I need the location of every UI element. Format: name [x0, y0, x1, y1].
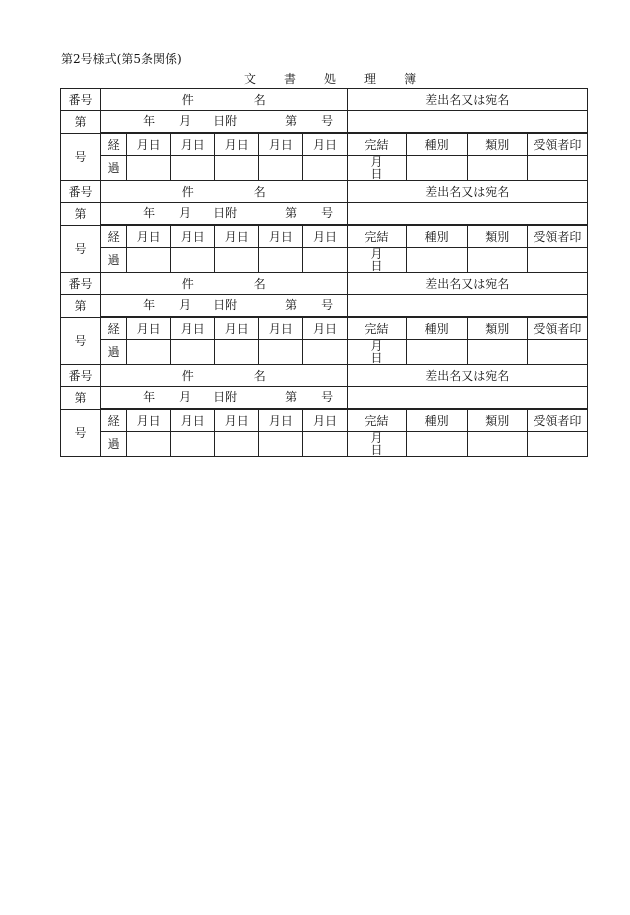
sender-field[interactable]	[347, 295, 588, 317]
subject-header	[101, 365, 347, 387]
progress-date-header: 月日	[171, 318, 215, 340]
sender-header: 差出名又は宛名	[347, 365, 588, 387]
progress-date-header: 月日	[259, 226, 303, 248]
progress-label-bottom: 過	[101, 432, 127, 457]
number-prefix: 第	[61, 387, 101, 410]
document-ledger	[60, 88, 588, 457]
progress-date-cell[interactable]	[259, 340, 303, 365]
number-suffix: 号	[61, 318, 101, 365]
number-prefix: 第	[61, 295, 101, 318]
progress-date-header: 月日	[303, 410, 347, 432]
receiver-seal-cell[interactable]	[527, 156, 587, 181]
subject-header-char: 名	[253, 184, 266, 199]
progress-date-header: 月日	[215, 226, 259, 248]
progress-date-header: 月日	[171, 134, 215, 156]
done-month-label: 月	[370, 155, 383, 169]
ledger-block	[60, 88, 588, 181]
progress-date-cell[interactable]	[127, 156, 171, 181]
progress-date-cell[interactable]	[303, 156, 347, 181]
progress-date-cell[interactable]	[127, 432, 171, 457]
class-cell[interactable]	[467, 432, 527, 457]
year-label: 年	[143, 298, 156, 312]
class-header: 類別	[467, 410, 527, 432]
progress-date-cell[interactable]	[259, 156, 303, 181]
progress-label-top: 経	[101, 226, 127, 248]
done-header: 完結	[347, 410, 406, 432]
title-char: 書	[284, 72, 297, 86]
progress-date-cell[interactable]	[259, 248, 303, 273]
progress-date-cell[interactable]	[215, 156, 259, 181]
year-label: 年	[143, 206, 156, 220]
subject-header	[101, 181, 347, 203]
title-char: 理	[364, 72, 377, 86]
subject-header-char: 件	[181, 92, 194, 107]
number-header: 番号	[61, 89, 101, 111]
progress-label-top: 経	[101, 134, 127, 156]
progress-date-header: 月日	[215, 318, 259, 340]
done-header: 完結	[347, 226, 406, 248]
subject-field[interactable]	[101, 111, 347, 133]
ledger-block	[60, 365, 588, 457]
subject-field[interactable]	[101, 203, 347, 225]
type-cell[interactable]	[406, 156, 467, 181]
done-day-label: 日	[370, 351, 383, 365]
progress-date-header: 月日	[303, 318, 347, 340]
progress-date-cell[interactable]	[215, 340, 259, 365]
subject-header-char: 件	[181, 276, 194, 291]
type-cell[interactable]	[406, 248, 467, 273]
sender-field[interactable]	[347, 203, 588, 225]
subject-header	[101, 273, 347, 295]
done-month-label: 月	[370, 431, 383, 445]
ledger-block	[60, 181, 588, 273]
number-suffix: 号	[61, 410, 101, 457]
type-cell[interactable]	[406, 432, 467, 457]
month-label: 月	[179, 390, 192, 404]
receiver-seal-header: 受領者印	[527, 318, 587, 340]
dai-label: 第	[285, 298, 298, 312]
subject-header-char: 件	[181, 184, 194, 199]
done-day-label: 日	[370, 167, 383, 181]
progress-label-top: 経	[101, 410, 127, 432]
progress-date-header: 月日	[127, 410, 171, 432]
receiver-seal-cell[interactable]	[527, 248, 587, 273]
receiver-seal-header: 受領者印	[527, 226, 587, 248]
class-header: 類別	[467, 226, 527, 248]
progress-label-top: 経	[101, 318, 127, 340]
title-char: 簿	[404, 72, 417, 86]
type-header: 種別	[406, 318, 467, 340]
dai-label: 第	[285, 390, 298, 404]
title-char: 文	[244, 72, 257, 86]
done-date-cell[interactable]	[347, 156, 406, 181]
done-date-cell[interactable]	[347, 432, 406, 457]
progress-date-header: 月日	[127, 318, 171, 340]
day-dated-label: 日附	[213, 298, 238, 312]
progress-label-bottom: 過	[101, 156, 127, 181]
dai-label: 第	[285, 114, 298, 128]
number-suffix: 号	[61, 134, 101, 181]
progress-date-header: 月日	[259, 318, 303, 340]
subject-field[interactable]	[101, 387, 347, 409]
type-header: 種別	[406, 226, 467, 248]
subject-field[interactable]	[101, 295, 347, 317]
type-cell[interactable]	[406, 340, 467, 365]
progress-date-cell[interactable]	[259, 432, 303, 457]
sender-field[interactable]	[347, 111, 588, 133]
progress-label-bottom: 過	[101, 248, 127, 273]
progress-date-cell[interactable]	[171, 156, 215, 181]
progress-date-cell[interactable]	[171, 248, 215, 273]
sender-header: 差出名又は宛名	[347, 89, 588, 111]
year-label: 年	[143, 390, 156, 404]
progress-date-cell[interactable]	[215, 432, 259, 457]
type-header: 種別	[406, 134, 467, 156]
progress-date-header: 月日	[127, 134, 171, 156]
sender-field[interactable]	[347, 387, 588, 409]
done-header: 完結	[347, 134, 406, 156]
progress-date-header: 月日	[171, 410, 215, 432]
class-cell[interactable]	[467, 156, 527, 181]
subject-header	[101, 89, 347, 111]
receiver-seal-header: 受領者印	[527, 410, 587, 432]
progress-date-cell[interactable]	[303, 248, 347, 273]
progress-date-header: 月日	[259, 410, 303, 432]
document-title	[244, 70, 444, 87]
done-month-label: 月	[370, 339, 383, 353]
progress-date-header: 月日	[171, 226, 215, 248]
progress-date-header: 月日	[215, 134, 259, 156]
done-day-label: 日	[370, 259, 383, 273]
subject-header-char: 名	[253, 92, 266, 107]
day-dated-label: 日附	[213, 390, 238, 404]
month-label: 月	[179, 298, 192, 312]
progress-date-header: 月日	[215, 410, 259, 432]
type-header: 種別	[406, 410, 467, 432]
day-dated-label: 日附	[213, 114, 238, 128]
done-month-label: 月	[370, 247, 383, 261]
progress-date-cell[interactable]	[303, 340, 347, 365]
progress-date-cell[interactable]	[303, 432, 347, 457]
progress-date-cell[interactable]	[215, 248, 259, 273]
receiver-seal-cell[interactable]	[527, 432, 587, 457]
done-header: 完結	[347, 318, 406, 340]
progress-date-header: 月日	[303, 134, 347, 156]
subject-header-char: 名	[253, 368, 266, 383]
title-char: 処	[324, 72, 337, 86]
year-label: 年	[143, 114, 156, 128]
form-label: 第2号様式(第5条関係)	[61, 52, 182, 66]
progress-date-header: 月日	[303, 226, 347, 248]
class-cell[interactable]	[467, 248, 527, 273]
dai-label: 第	[285, 206, 298, 220]
ledger-block	[60, 273, 588, 365]
done-date-cell[interactable]	[347, 340, 406, 365]
gou-label: 号	[321, 298, 334, 312]
progress-date-header: 月日	[259, 134, 303, 156]
class-cell[interactable]	[467, 340, 527, 365]
number-prefix: 第	[61, 203, 101, 226]
progress-date-cell[interactable]	[127, 248, 171, 273]
sender-header: 差出名又は宛名	[347, 181, 588, 203]
sender-header: 差出名又は宛名	[347, 273, 588, 295]
receiver-seal-cell[interactable]	[527, 340, 587, 365]
number-suffix: 号	[61, 226, 101, 273]
subject-header-char: 名	[253, 276, 266, 291]
number-header: 番号	[61, 365, 101, 387]
number-header: 番号	[61, 181, 101, 203]
done-day-label: 日	[370, 443, 383, 457]
progress-date-header: 月日	[127, 226, 171, 248]
progress-date-cell[interactable]	[171, 340, 215, 365]
number-prefix: 第	[61, 111, 101, 134]
gou-label: 号	[321, 206, 334, 220]
done-date-cell[interactable]	[347, 248, 406, 273]
gou-label: 号	[321, 390, 334, 404]
number-header: 番号	[61, 273, 101, 295]
progress-date-cell[interactable]	[171, 432, 215, 457]
subject-header-char: 件	[181, 368, 194, 383]
class-header: 類別	[467, 318, 527, 340]
class-header: 類別	[467, 134, 527, 156]
day-dated-label: 日附	[213, 206, 238, 220]
receiver-seal-header: 受領者印	[527, 134, 587, 156]
gou-label: 号	[321, 114, 334, 128]
progress-label-bottom: 過	[101, 340, 127, 365]
progress-date-cell[interactable]	[127, 340, 171, 365]
month-label: 月	[179, 206, 192, 220]
month-label: 月	[179, 114, 192, 128]
